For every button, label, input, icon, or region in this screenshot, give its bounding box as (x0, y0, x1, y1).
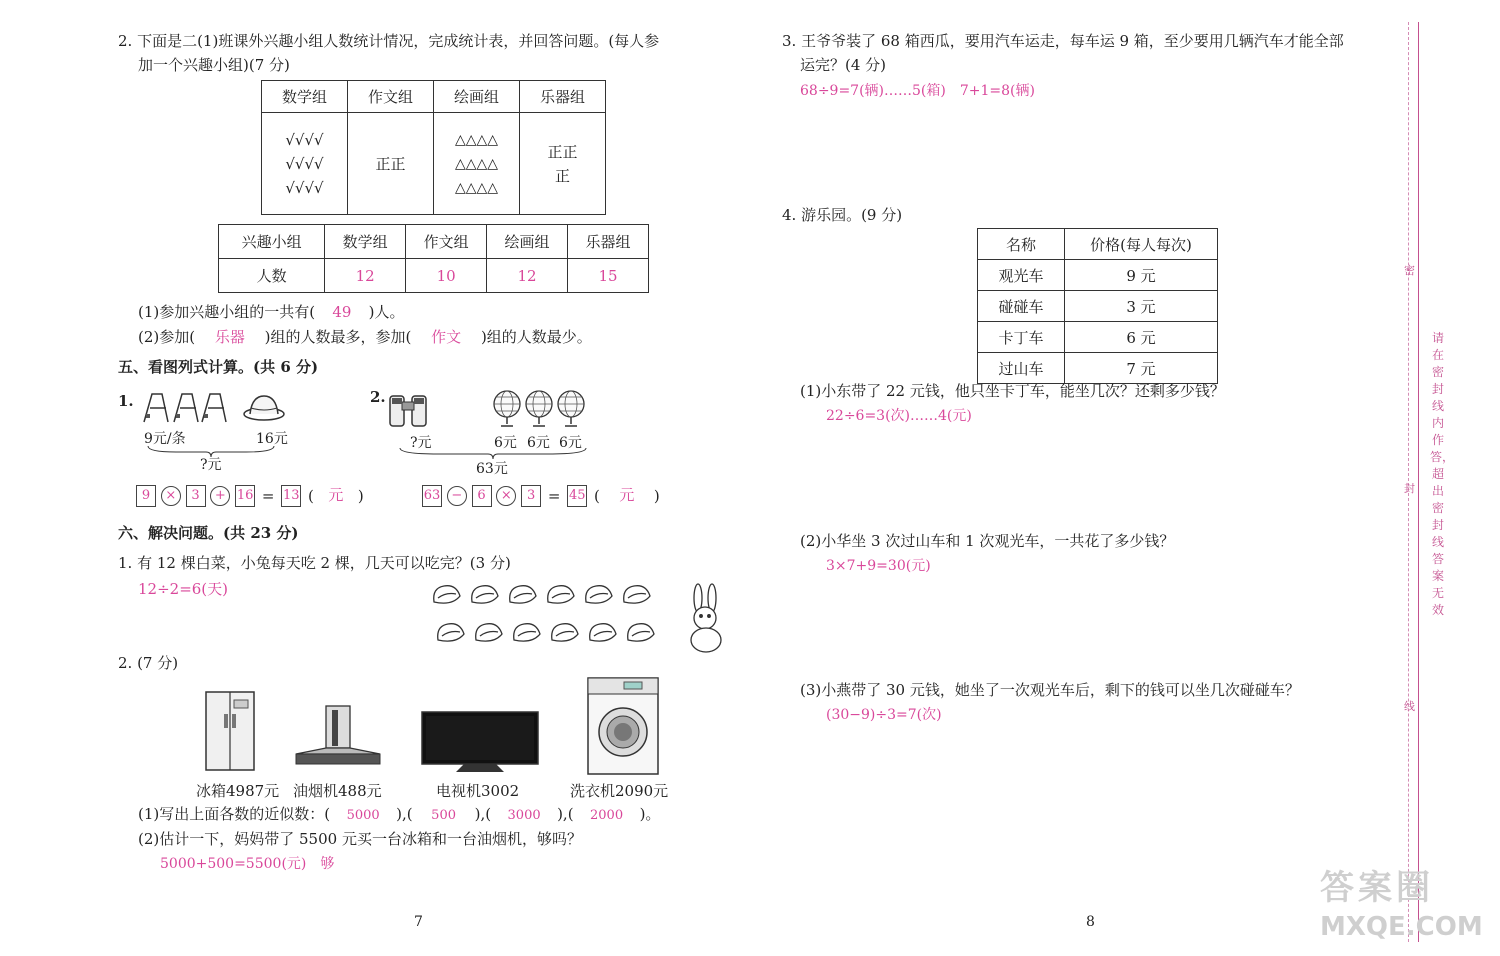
problem2-number: 2. (370, 388, 386, 406)
ride-price: 7 元 (1065, 353, 1218, 384)
eq1-box: 16 (235, 485, 255, 507)
hat-image (242, 392, 286, 422)
section6-q2-sub2: (2)估计一下，妈妈带了 5500 元买一台冰箱和一台油烟机，够吗？ (138, 830, 582, 848)
globes-image (492, 388, 588, 430)
eq1-box: 9 (136, 485, 156, 507)
section5-title: 五、看图列式计算。(共 6 分) (118, 358, 319, 376)
equation-2: 63 − 6 × 3 = 45 ( 元 ) (423, 486, 660, 505)
eq1-box: 13 (281, 485, 301, 507)
ride-price: 6 元 (1065, 322, 1218, 353)
price-table (977, 228, 1218, 384)
q4-sub2-answer: 3×7+9=30(元) (826, 558, 931, 574)
globe-price: 6元 (559, 435, 582, 451)
binoculars-price: ?元 (410, 435, 432, 451)
tally-table (261, 80, 606, 215)
seal-line (1418, 22, 1419, 942)
binoculars-image (386, 390, 432, 430)
eq1-unit: 元 (328, 486, 344, 504)
tally-header: 绘画组 (434, 81, 520, 113)
section6-q2-sub1: (1)写出上面各数的近似数：( 5000 ),( 500 ),( 3000 ),( 2000 )。 (138, 805, 661, 823)
q4-sub2: (2)小华坐 3 次过山车和 1 次观光车，一共花了多少钱？ (800, 532, 1175, 550)
q3-line2: 运完？(4 分) (800, 56, 887, 74)
q2-line1: 2. 下面是二(1)班课外兴趣小组人数统计情况，完成统计表，并回答问题。(每人参 (118, 32, 660, 50)
fridge-label: 冰箱4987元 (196, 782, 280, 800)
tally-music: 正正 正 (520, 113, 606, 215)
seal-mark: 线 (1404, 700, 1415, 713)
approx-answer: 2000 (590, 808, 624, 823)
q2-sub2-answer1: 乐器 (214, 328, 245, 346)
tv-image (420, 710, 540, 776)
q2-sub2-answer2: 作文 (431, 328, 462, 346)
seal-mark: 封 (1404, 482, 1415, 495)
stats-table (218, 224, 649, 293)
total-price: 63元 (476, 461, 508, 477)
tally-header: 作文组 (348, 81, 434, 113)
page-number-left: 7 (414, 914, 423, 930)
approx-answer: 3000 (507, 808, 541, 823)
section6-title: 六、解决问题。(共 23 分) (118, 524, 299, 542)
q2-line2: 加一个兴趣小组)(7 分) (138, 56, 290, 74)
stats-value: 10 (406, 259, 487, 293)
range-hood-image (292, 704, 384, 770)
eq2-box: 3 (521, 485, 541, 507)
approx-answer: 500 (431, 808, 456, 823)
section6-q1-answer: 12÷2=6(天) (138, 580, 229, 598)
q2-sub1-answer: 49 (332, 303, 352, 321)
seal-mark: 密 (1404, 264, 1415, 277)
ride-name: 过山车 (978, 353, 1065, 384)
q4-sub1: (1)小东带了 22 元钱，他只坐卡丁车，能坐几次？还剩多少钱？ (800, 382, 1225, 400)
q4-sub3-answer: (30−9)÷3=7(次) (826, 707, 942, 723)
globe-price: 6元 (527, 435, 550, 451)
q4-sub3: (3)小燕带了 30 元钱，她坐了一次观光车后，剩下的钱可以坐几次碰碰车？ (800, 681, 1300, 699)
range-hood-label: 油烟机488元 (293, 782, 382, 800)
washing-machine-image (586, 676, 660, 776)
scarves-image (140, 388, 230, 424)
globe-price: 6元 (494, 435, 517, 451)
ride-name: 观光车 (978, 260, 1065, 291)
eq2-box: 63 (422, 485, 442, 507)
watermark-logo: 答案圈 (1320, 868, 1434, 908)
eq2-op: × (496, 486, 516, 506)
q3-answer: 68÷9=7(辆)……5(箱) 7+1=8(辆) (800, 83, 1035, 99)
rabbit-icon (691, 584, 721, 652)
q3-line1: 3. 王爷爷装了 68 箱西瓜，要用汽车运走，每车运 9 箱，至少要用几辆汽车才能全部 (782, 32, 1344, 50)
section6-q2-sub2-answer: 5000+500=5500(元) 够 (160, 856, 335, 872)
eq2-op: − (447, 486, 467, 506)
eq1-op: × (161, 486, 181, 506)
price-table-header: 价格(每人每次) (1065, 229, 1218, 260)
watermark-url: MXQE.COM (1320, 912, 1483, 942)
stats-header: 绘画组 (487, 225, 568, 259)
stats-value: 12 (325, 259, 406, 293)
washing-machine-label: 洗衣机2090元 (570, 782, 669, 800)
tally-header: 乐器组 (520, 81, 606, 113)
equation-1: 9 × 3 + 16 = 13 ( 元 ) (136, 484, 366, 507)
total-unknown: ?元 (200, 457, 222, 473)
stats-header: 数学组 (325, 225, 406, 259)
q2-sub1: (1)参加兴趣小组的一共有( 49 )人。 (138, 303, 405, 321)
tally-header: 数学组 (262, 81, 348, 113)
ride-name: 卡丁车 (978, 322, 1065, 353)
ride-price: 9 元 (1065, 260, 1218, 291)
tally-writing: 正正 (348, 113, 434, 215)
ride-name: 碰碰车 (978, 291, 1065, 322)
q2-sub2: (2)参加( 乐器 )组的人数最多，参加( 作文 )组的人数最少。 (138, 328, 592, 346)
page-number-right: 8 (1086, 914, 1095, 930)
tally-drawing: △△△△ △△△△ △△△△ (434, 113, 520, 215)
ride-price: 3 元 (1065, 291, 1218, 322)
eq2-box: 45 (567, 485, 587, 507)
tv-label: 电视机3002 (436, 782, 520, 800)
section6-q2: 2. (7 分) (118, 654, 179, 672)
stats-row-label: 人数 (219, 259, 325, 293)
eq2-unit: 元 (619, 486, 635, 504)
section6-q1: 1. 有 12 棵白菜，小兔每天吃 2 棵，几天可以吃完？(3 分) (118, 554, 511, 572)
tally-math: √√√√ √√√√ √√√√ (262, 113, 348, 215)
hat-price: 16元 (256, 431, 288, 447)
q4-sub1-answer: 22÷6=3(次)……4(元) (826, 408, 972, 424)
approx-answer: 5000 (346, 808, 380, 823)
stats-value: 12 (487, 259, 568, 293)
scarf-price: 9元/条 (144, 431, 186, 447)
seal-note: 请在密封线内作答，超出密封线答案无效 (1430, 331, 1455, 617)
eq1-op: + (210, 486, 230, 506)
price-table-header: 名称 (978, 229, 1065, 260)
stats-header: 乐器组 (568, 225, 649, 259)
stats-header: 作文组 (406, 225, 487, 259)
eq1-box: 3 (186, 485, 206, 507)
eq2-box: 6 (472, 485, 492, 507)
q4-title: 4. 游乐园。(9 分) (782, 206, 903, 224)
cabbages-image (430, 582, 730, 656)
fridge-image (204, 690, 258, 774)
problem1-number: 1. (118, 392, 134, 410)
stats-value: 15 (568, 259, 649, 293)
stats-header: 兴趣小组 (219, 225, 325, 259)
